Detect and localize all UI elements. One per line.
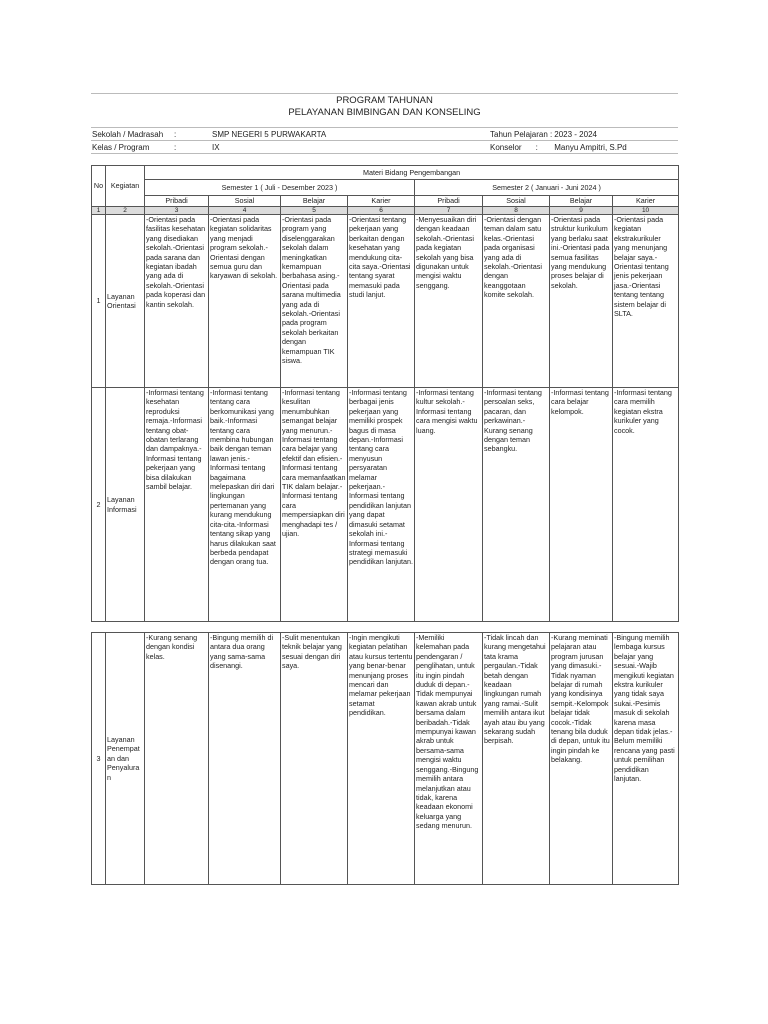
column-number: 8 [483,207,550,215]
column-number: 10 [613,207,679,215]
school-value: SMP NEGERI 5 PURWAKARTA [211,128,489,141]
table-cell: -Informasi tentang kesulitan menumbuhkan semangat belajar yang menurun.-Informasi tentang cara belajar yang efektif dan efisien.-Informasi tentang cara memanfaatkan TIK dalam belajar.-Informasi tentang cara mempersiapkan diri menghadapi tes / ujian. [281,388,348,622]
column-number: 7 [415,207,483,215]
table-cell: -Orientasi pada kegiatan solidaritas yang menjadi program sekolah.-Orientasi dengan semua guru dan karyawan di sekolah. [209,215,281,388]
subcol-header: Belajar [281,196,348,207]
materi-header: Materi Bidang Pengembangan [145,166,679,180]
table-cell: -Sulit menentukan teknik belajar yang sesuai dengan diri saya. [281,633,348,885]
table-cell: -Informasi tentang persoalan seks, pacaran, dan perkawinan.-Kurang senang dengan teman sebangku. [483,388,550,622]
subcol-header: Belajar [550,196,613,207]
table-cell: -Orientasi tentang pekerjaan yang berkaitan dengan kesehatan yang mendukung cita-cita saya.-Orientasi tentang syarat memasuki pada studi lanjut. [348,215,415,388]
program-table-part2 [91,632,679,885]
column-number: 5 [281,207,348,215]
row-number: 3 [92,633,106,885]
class-value: IX [211,141,489,154]
column-number: 1 [92,207,106,215]
school-label: Sekolah / Madrasah [91,128,173,141]
table-cell: -Orientasi pada kegiatan ekstrakurikuler yang menunjang belajar saya.-Orientasi tentang jenis pekerjaan jasa.-Orientasi tentang tentang sistem belajar di SLTA. [613,215,679,388]
subcol-header: Sosial [483,196,550,207]
column-number-row [92,207,679,215]
subcol-header: Pribadi [145,196,209,207]
table-cell: -Ingin mengikuti kegiatan pelatihan atau kursus tertentu yang benar-benar menunjang proses mencari dan melamar pekerjaan setamat pendidikan. [348,633,415,885]
row-kegiatan: Layanan Informasi [106,388,145,622]
table-cell: -Informasi tentang berbagai jenis pekerjaan yang memiliki prospek bagus di masa depan.-Informasi tentang cara menyusun persyaratan melamar pekerjaan.-Informasi tentang pendidikan lanjutan yang dapat dimasuki setamat sekolah ini.-Informasi tentang strategi memasuki pendidikan lanjutan. [348,388,415,622]
subcol-header: Sosial [209,196,281,207]
table-cell: -Informasi tentang tentang cara berkomunikasi yang baik.-Informasi tentang cara membina hubungan baik dengan teman lawan jenis.-Informasi tentang bagaimana melepaskan diri dari lingkungan pertemanan yang kurang mendukung cita-cita.-Informasi tentang sikap yang harus dilakukan saat berbeda pendapat dengan orang tua. [209,388,281,622]
table-cell: -Informasi tentang cara belajar kelompok. [550,388,613,622]
table-row [92,215,679,388]
column-number: 3 [145,207,209,215]
table-cell: -Informasi tentang kesehatan reproduksi remaja.-Informasi tentang obat-obatan terlarang dan dampaknya.-Informasi tentang pekerjaan yang bisa dilakukan sambil belajar. [145,388,209,622]
subcol-header: Pribadi [415,196,483,207]
row-kegiatan: Layanan Penempatan dan Penyaluran [106,633,145,885]
school-info [91,127,678,154]
table-cell: -Informasi tentang cara memilih kegiatan ekstra kurikuler yang cocok. [613,388,679,622]
column-number: 9 [550,207,613,215]
year-label: Tahun Pelajaran : [490,129,553,139]
column-number: 6 [348,207,415,215]
program-title: PROGRAM TAHUNAN [336,95,433,106]
table-row [92,388,679,622]
table-cell: -Orientasi pada struktur kurikulum yang berlaku saat ini.-Orientasi pada semua fasilitas yang mendukung proses belajar di sekolah. [550,215,613,388]
table-cell: -Menyesuaikan diri dengan keadaan sekolah.-Orientasi pada kegiatan sekolah yang bisa digunakan untuk mengisi waktu senggang. [415,215,483,388]
program-table-part1 [91,165,679,622]
table-cell: -Bingung memilih lembaga kursus belajar yang sesuai.-Wajib mengikuti kegiatan ekstra kurikuler yang tidak saya sukai.-Pesimis masuk di sekolah karena masa depan tidak jelas.-Belum memiliki rencana yang pasti untuk pemilihan pendidikan lanjutan. [613,633,679,885]
table-cell: -Orientasi dengan teman dalam satu kelas.-Orientasi pada organisasi yang ada di sekolah.-Orientasi dengan keanggotaan komite sekolah. [483,215,550,388]
row-number: 1 [92,215,106,388]
semester2-header: Semester 2 ( Januari - Juni 2024 ) [415,180,679,196]
column-number: 4 [209,207,281,215]
col-no-header: No [92,166,106,207]
col-kegiatan-header: Kegiatan [106,166,145,207]
column-number: 2 [106,207,145,215]
table-cell: -Bingung memilih di antara dua orang yang sama-sama disenangi. [209,633,281,885]
program-subtitle: PELAYANAN BIMBINGAN DAN KONSELING [288,107,481,118]
year-value: 2023 - 2024 [553,128,678,141]
table-cell: -Kurang senang dengan kondisi kelas. [145,633,209,885]
row-number: 2 [92,388,106,622]
document-header [91,93,678,154]
table-row [92,633,679,885]
header-top-rule [91,93,678,94]
semester1-header: Semester 1 ( Juli - Desember 2023 ) [145,180,415,196]
counselor-value: Manyu Ampitri, S.Pd [553,141,678,154]
counselor-label: Konselor : [489,141,553,154]
row-kegiatan: Layanan Orientasi [106,215,145,388]
table-cell: -Memiliki kelemahan pada pendengaran / penglihatan, untuk itu ingin pindah duduk di depan.-Tidak mempunyai kawan akrab untuk bersama dalam beribadah.-Tidak mempunyai kawan akrab untuk bersama-sama mengisi waktu senggang.-Bingung memilih antara melanjutkan atau tidak, karena keadaan ekonomi keluarga yang sedang menurun. [415,633,483,885]
table-cell: -Orientasi pada fasilitas kesehatan yang disediakan sekolah.-Orientasi pada sarana dan kegiatan ibadah yang ada di sekolah.-Orientasi pada koperasi dan kantin sekolah. [145,215,209,388]
table-cell: -Informasi tentang kultur sekolah.-Informasi tentang cara mengisi waktu luang. [415,388,483,622]
table-cell: -Tidak lincah dan kurang mengetahui tata krama pergaulan.-Tidak betah dengan keadaan lingkungan rumah yang ramai.-Sulit memilih antara ikut ayah atau ibu yang sekarang sudah berpisah. [483,633,550,885]
subcol-header: Karier [613,196,679,207]
colon: : [173,128,211,141]
table-cell: -Kurang meminati pelajaran atau program jurusan yang dimasuki.-Tidak nyaman belajar di rumah yang kondisinya sempit.-Kelompok belajar tidak cocok.-Tidak tenang bila duduk di depan, untuk itu ingin pindah ke belakang. [550,633,613,885]
class-label: Kelas / Program [91,141,173,154]
colon: : [173,141,211,154]
subcol-header: Karier [348,196,415,207]
table-cell: -Orientasi pada program yang diselenggarakan sekolah dalam meningkatkan kemampuan berbahasa asing.-Orientasi pada sarana multimedia yang ada di sekolah.-Orientasi pada program sekolah berkaitan dengan kemampuan TIK siswa. [281,215,348,388]
